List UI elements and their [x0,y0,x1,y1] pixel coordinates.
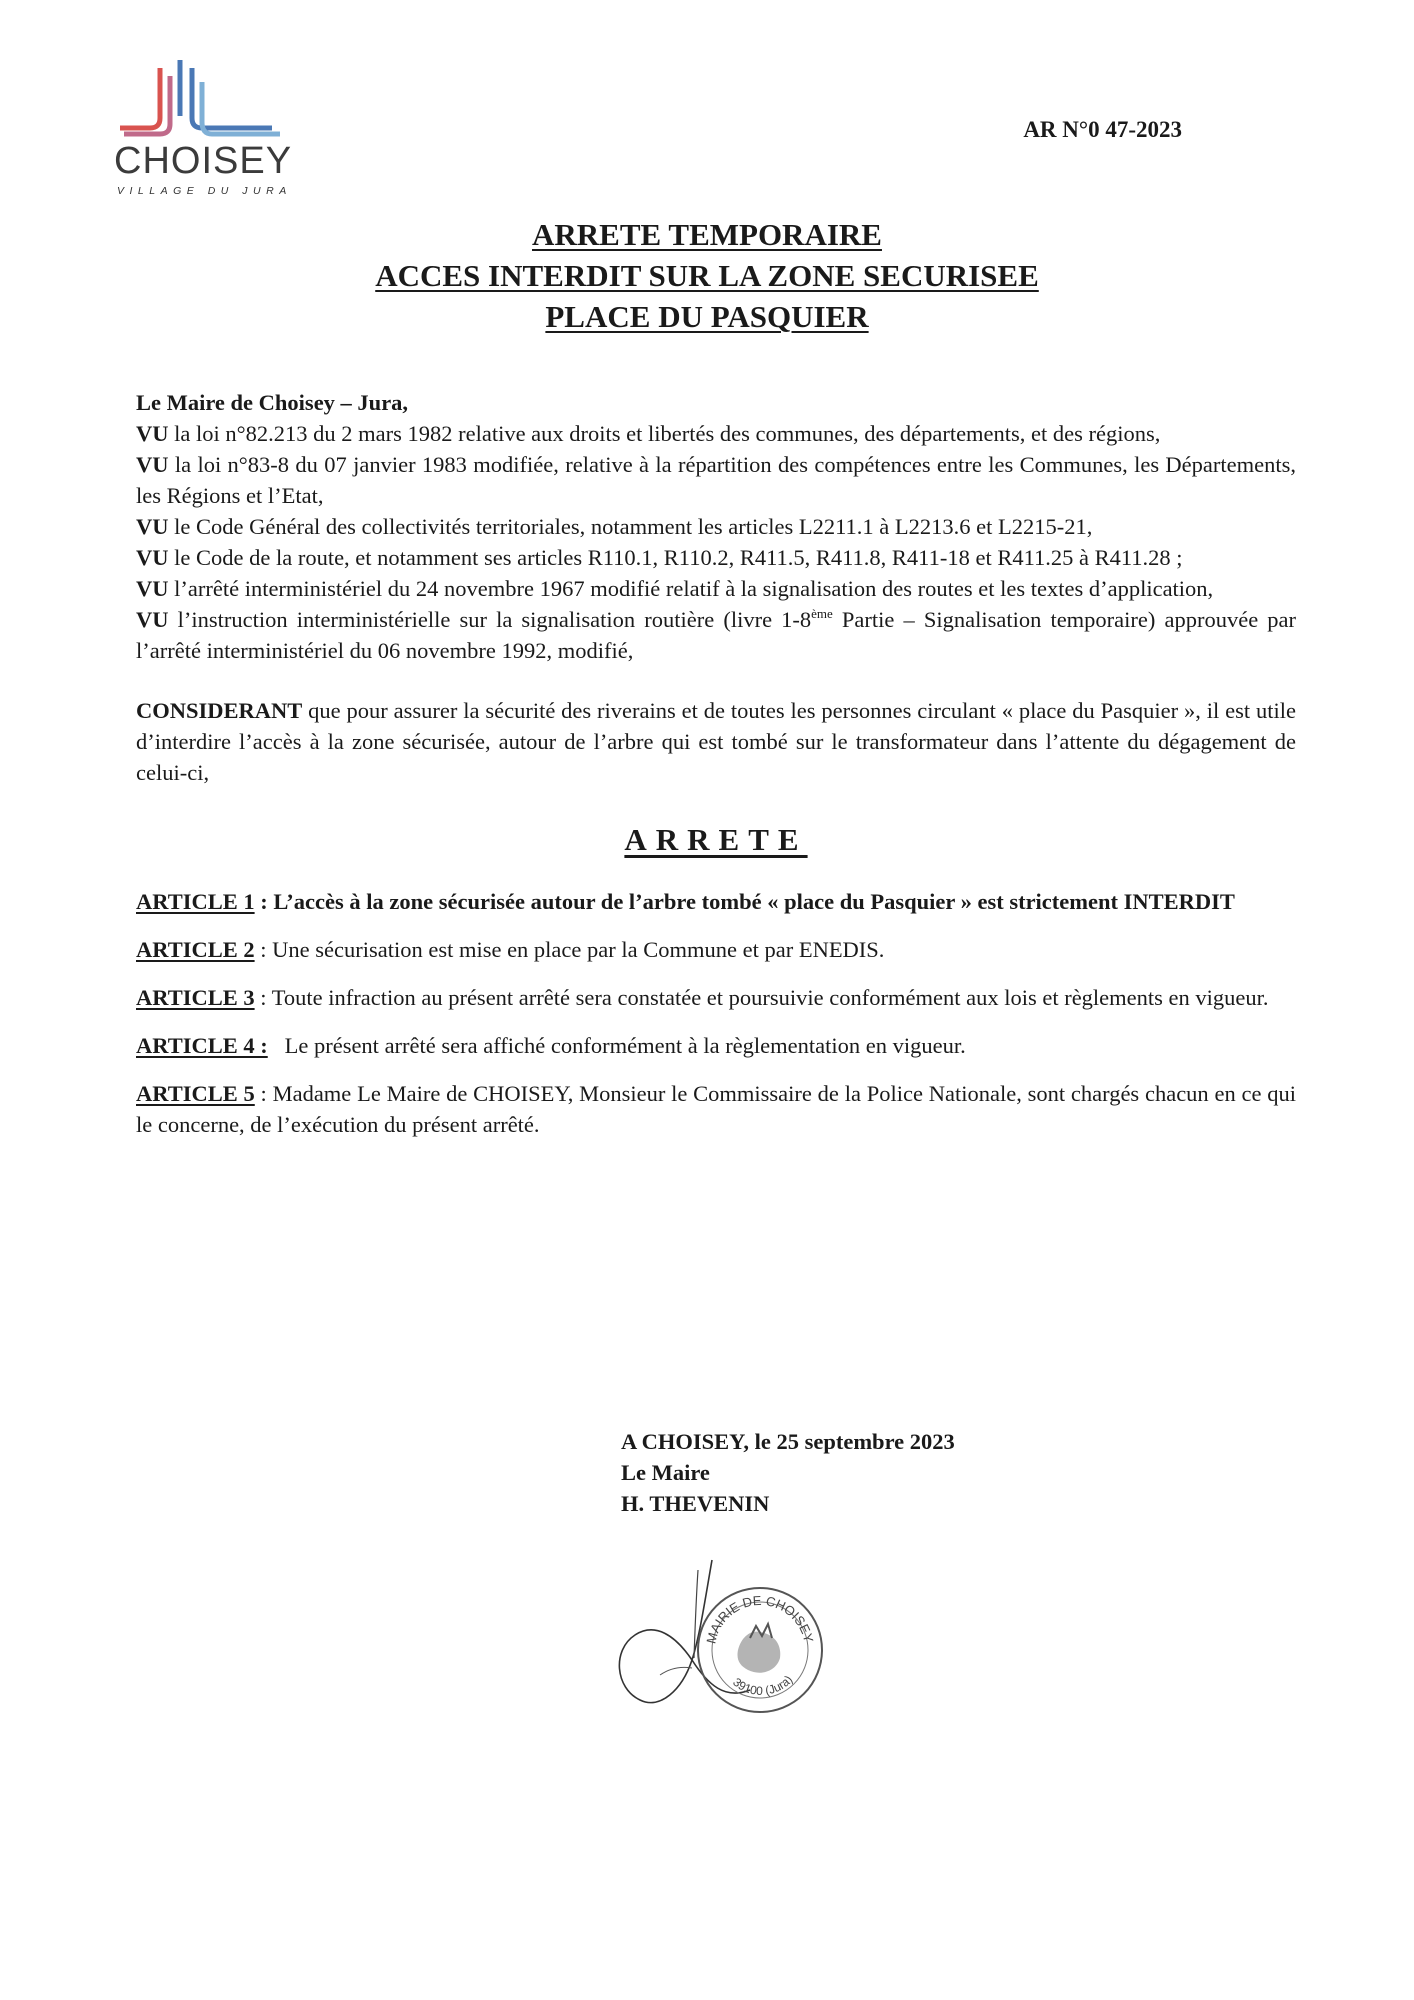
article-text: Le présent arrêté sera affiché conformément à la règlementation en vigueur. [284,1033,966,1058]
title-line-3: PLACE DU PASQUIER [545,299,869,334]
signature-and-seal [600,1540,860,1770]
article-3 [136,982,1296,1013]
vu-item [136,449,1296,511]
svg-text:39100 (Jura) [730,1673,795,1698]
seal-top-text: MAIRIE DE CHOISEY [703,1592,817,1646]
vu-text: le Code de la route, et notamment ses articles R110.1, R110.2, R411.5, R411.8, R411-18 et R411.25 à R411.28 ; [174,545,1183,570]
article-separator: : [254,1081,273,1106]
seal-bottom-text: 39100 (Jura) [730,1672,796,1698]
vu-prefix: VU [136,607,169,632]
decision-heading: ARRETE [624,822,808,857]
article-5 [136,1078,1296,1140]
article-separator: : [254,937,273,962]
article-separator: : [254,985,272,1010]
article-1 [136,886,1296,917]
signatory-name: H. THEVENIN [621,1491,770,1516]
title-line-1: ARRETE TEMPORAIRE [532,217,882,252]
considerant-paragraph [136,695,1296,788]
considerant-label: CONSIDERANT [136,698,303,723]
preamble-intro: Le Maire de Choisey – Jura, [136,390,409,415]
title-line-2: ACCES INTERDIT SUR LA ZONE SECURISEE [375,258,1039,293]
article-separator [268,1033,285,1058]
article-text: Toute infraction au présent arrêté sera constatée et poursuivie conformément aux lois et règlements en vigueur. [271,985,1269,1010]
article-2 [136,934,1296,965]
article-label: ARTICLE 1 [136,889,255,914]
vu-text: le Code Général des collectivités territoriales, notamment les articles L2211.1 à L2213.6 et L2215-21, [174,514,1093,539]
vu-prefix: VU [136,421,169,446]
vu-prefix: VU [136,545,169,570]
logo-wordmark: CHOISEY [114,140,293,182]
vu-text: l’arrêté interministériel du 24 novembre 1967 modifié relatif à la signalisation des routes et les textes d’application, [174,576,1214,601]
superscript: ème [811,606,833,621]
choisey-logo [112,58,293,197]
vu-text: la loi n°82.213 du 2 mars 1982 relative aux droits et libertés des communes, des départements, et des régions, [174,421,1161,446]
vu-prefix: VU [136,576,169,601]
place-date: A CHOISEY, le 25 septembre 2023 [621,1429,955,1454]
document-body [136,387,1296,1157]
vu-item [136,418,1296,449]
article-text: Une sécurisation est mise en place par la Commune et par ENEDIS. [272,937,885,962]
article-label: ARTICLE 2 [136,937,255,962]
decree-reference: AR N°0 47-2023 [1023,117,1182,142]
vu-item [136,604,1296,666]
article-4 [136,1030,1296,1061]
logo-mark-icon [112,58,292,148]
vu-item [136,511,1296,542]
article-text: L’accès à la zone sécurisée autour de l’arbre tombé « place du Pasquier » est strictement INTERDIT [273,889,1235,914]
signatory-role: Le Maire [621,1460,710,1485]
article-label: ARTICLE 5 [136,1081,255,1106]
article-separator: : [254,889,274,914]
vu-item [136,573,1296,604]
logo-tagline: VILLAGE DU JURA [117,185,292,197]
considerant-text: que pour assurer la sécurité des riverains et de toutes les personnes circulant « place du Pasquier », il est utile d’interdire l’accès à la zone sécurisée, autour de l’arbre qui est tombé sur le transformateur dans l’attente du dégagement de celui-ci, [136,698,1296,785]
vu-item [136,542,1296,573]
vu-text: l’instruction interministérielle sur la signalisation routière (livre 1-8 [177,607,812,632]
mairie-seal-icon [690,1580,830,1720]
signature-block [621,1426,955,1519]
vu-prefix: VU [136,452,169,477]
vu-text: la loi n°83-8 du 07 janvier 1983 modifiée, relative à la répartition des compétences entre les Communes, les Départements, les Régions et l’Etat, [136,452,1297,508]
vu-prefix: VU [136,514,169,539]
article-label: ARTICLE 3 [136,985,255,1010]
article-text: Madame Le Maire de CHOISEY, Monsieur le Commissaire de la Police Nationale, sont chargés chacun en ce qui le concerne, de l’exécution du présent arrêté. [136,1081,1296,1137]
article-label: ARTICLE 4 : [136,1033,268,1058]
document-title [0,214,1414,337]
vu-text: Partie – Signalisation temporaire) approuvée par l’arrêté interministériel du 06 novembre 1992, modifié, [136,607,1297,663]
